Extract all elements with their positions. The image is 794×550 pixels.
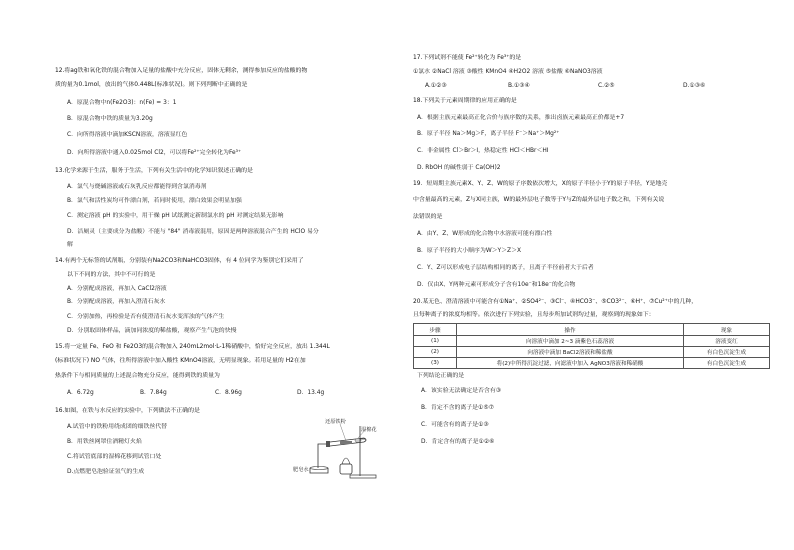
table-cell: (2) bbox=[414, 347, 457, 358]
q18-option-c: C．非金属性 Cl＞Br＞I，热稳定性 HCl＜HBr＜HI bbox=[417, 148, 549, 154]
q20-option-c: C．可能含有的离子是①③ bbox=[421, 422, 489, 428]
q19-option-c: C．Y、Z可以形成电子层结构相同的离子，且离子半径前者大于后者 bbox=[417, 265, 594, 271]
table-cell: 向溶液中滴加 2~3 滴紫色石蕊溶液 bbox=[457, 336, 684, 347]
q20-stem-line2: 且每种离子的浓度均相等。依次进行下列实验，且每步所加试剂均过量，观察到的现象如下： bbox=[413, 312, 655, 318]
q12-stem-line1: 12.将ag铁和氧化铁的混合物加入足量的盐酸中充分反应，固体无剩余，测得参加反应的盐酸的物 bbox=[55, 68, 308, 74]
q19-option-d: D．仅由X、Y两种元素可形成分子含有10e⁻和18e⁻的化合物 bbox=[417, 282, 576, 288]
table-cell: 有白色沉淀生成 bbox=[684, 347, 770, 358]
q13-stem: 13.化学来源于生活，服务于生活，下列有关生活中的化学知识叙述正确的是 bbox=[55, 168, 253, 174]
q12-option-d: D．向所得溶液中通入0.025mol Cl2，可以将Fe²⁺完全转化为Fe³⁺ bbox=[67, 150, 242, 156]
q13-option-d-line1: D．洁厕灵（主要成分为盐酸）不能与 "84" 消毒液混用，原因是两种溶液混合产生的 HClO 易分 bbox=[67, 229, 319, 235]
q12-option-b: B．原混合物中铁的质量为3.20g bbox=[67, 116, 153, 122]
table-cell: 有白色沉淀生成 bbox=[684, 358, 770, 369]
table-header-operation: 操作 bbox=[457, 324, 684, 336]
q16-stem: 16.如图，在铁与水反应的实验中，下列做法不正确的是 bbox=[55, 408, 200, 414]
q20-stem-line1: 20.某无色、澄清溶液中可能含有①Na⁺、②SO4²⁻、③Cl⁻、④HCO3⁻、⑤CO3²⁻、⑥H⁺、⑦Cu²⁺中的几种， bbox=[413, 299, 698, 305]
q15-option-d: D．13.4g bbox=[297, 390, 325, 396]
q20-experiment-table bbox=[413, 323, 770, 369]
q13-option-d-line2: 解 bbox=[67, 242, 73, 248]
q19-stem-line2: 中含量最高的元素，Z与X同主族，W的最外层电子数等于Y与Z的最外层电子数之和，下列有关说 bbox=[413, 197, 665, 203]
q16-option-c: C.将试管底部的湿棉花移到试管口处 bbox=[67, 454, 162, 460]
q17-reagent-list: ①氯水 ②NaCl 溶液 ③酸性 KMnO4 ④H2O2 溶液 ⑤盐酸 ⑥NaNO3溶液 bbox=[413, 69, 603, 75]
q14-option-b: B．分别配成溶液，再加入澄清石灰水 bbox=[67, 299, 166, 305]
q13-option-c: C．测定溶液 pH 的实验中，用干燥 pH 试纸测定新制氯水的 pH 对测定结果无影响 bbox=[67, 213, 284, 219]
q17-stem: 17.下列试剂不能使 Fe²⁺转化为 Fe³⁺的是 bbox=[413, 55, 522, 61]
q18-option-b: B．原子半径 Na＞Mg＞F，离子半径 F⁻＞Na⁺＞Mg²⁺ bbox=[417, 131, 560, 137]
table-cell: 溶液变红 bbox=[684, 336, 770, 347]
q19-stem-line3: 法错误的是 bbox=[413, 214, 443, 220]
table-cell: 向溶液中滴加 BaCl2溶液和稀盐酸 bbox=[457, 347, 684, 358]
q17-option-a: A.①②③ bbox=[425, 83, 447, 89]
q15-option-b: B．7.84g bbox=[140, 390, 167, 396]
q18-option-a: A．根据主族元素最高正化合价与族序数的关系，推出卤族元素最高正价都是+7 bbox=[417, 115, 625, 121]
q14-option-c: C．分别加热，再检验是否有使澄清石灰水变浑浊的气体产生 bbox=[67, 314, 225, 320]
q20-option-a: A．该实验无法确定是否含有③ bbox=[421, 388, 501, 394]
table-header-row bbox=[414, 324, 770, 336]
q19-option-b: B．原子半径的大小顺序为W＞Y＞Z＞X bbox=[417, 248, 522, 254]
q12-stem-line2: 质的量为0.1mol，放出的气体0.448L(标准状况)。则下列判断中正确的是 bbox=[55, 82, 248, 88]
q15-option-a: A．6.72g bbox=[67, 390, 94, 396]
q15-stem-line1: 15.将一定量 Fe、FeO 和 Fe2O3的混合物加入 240mL2mol·L-1稀硝酸中，恰好完全反应，放出 1.344L bbox=[55, 344, 330, 350]
alcohol-lamp bbox=[340, 464, 352, 474]
table-row bbox=[414, 347, 770, 358]
q12-option-c: C．向所得溶液中滴加KSCN溶液，溶液显红色 bbox=[67, 132, 188, 138]
q13-option-b: B．氯气和活性炭均可作漂白剂，若同时使用，漂白效果会明显加强 bbox=[67, 198, 242, 204]
table-cell: (3) bbox=[414, 358, 457, 369]
q14-option-d: D．分别取固体样品，滴加同浓度的稀盐酸，观察产生气泡的快慢 bbox=[67, 328, 237, 334]
q19-stem-line1: 19．短周期主族元素X、Y、Z、W的原子序数依次增大，X的原子半径小于Y的原子半径，Y是地壳 bbox=[413, 181, 668, 187]
q19-option-a: A．由Y、Z、W形成的化合物中水溶液可能有漂白性 bbox=[417, 231, 553, 237]
table-cell: (1) bbox=[414, 336, 457, 347]
label-reduced-iron-powder: 还原铁粉 bbox=[325, 419, 346, 425]
q17-option-d: D.①③⑥ bbox=[683, 83, 706, 89]
lamp-flame bbox=[342, 458, 350, 464]
q16-option-a: A.试管中的铁粉用绕成团的细铁丝代替 bbox=[67, 424, 168, 430]
table-row bbox=[414, 336, 770, 347]
q17-option-c: C.②⑤ bbox=[598, 83, 615, 89]
table-row bbox=[414, 358, 770, 369]
q12-option-a: A．原混合物中n(Fe2O3)：n(Fe) = 3：1 bbox=[67, 100, 177, 106]
table-header-step: 步骤 bbox=[414, 324, 457, 336]
q20-option-b: B．肯定不含的离子是①⑤⑦ bbox=[421, 405, 494, 411]
q18-option-d: D. RbOH 的碱性弱于 Ca(OH)2 bbox=[417, 165, 501, 171]
label-wet-cotton: 湿棉花 bbox=[361, 427, 377, 433]
q20-option-d: D．肯定含有的离子是①②⑥ bbox=[421, 439, 495, 445]
q16-option-b: B．用铁丝网罩住酒精灯火焰 bbox=[67, 439, 142, 445]
q16-option-d: D.点燃肥皂泡验证氢气的生成 bbox=[67, 469, 145, 475]
q15-stem-line3: 热条件下与相同质量的上述混合物充分反应，能得到铁的质量为 bbox=[55, 373, 220, 379]
q13-option-a: A．氯气与烧碱溶液或石灰乳反应都能得到含氯消毒剂 bbox=[67, 184, 207, 190]
table-header-phenomenon: 现象 bbox=[684, 324, 770, 336]
q14-stem-line1: 14.有两个无标签的试剂瓶，分别装有Na2CO3和NaHCO3固体，有 4 位同学为鉴别它们采用了 bbox=[55, 258, 304, 264]
q14-stem-line2: 以下不同的方法，其中不可行的是 bbox=[67, 272, 156, 278]
label-soap-water: 肥皂水 bbox=[293, 467, 309, 473]
iron-powder-fill bbox=[340, 441, 352, 444]
soap-dish bbox=[310, 468, 328, 473]
q20-sub-prompt: 下列结论正确的是 bbox=[417, 373, 465, 379]
table-cell: 将(2)中所得沉淀过滤，向滤液中加入 AgNO3溶液和稀硝酸 bbox=[457, 358, 684, 369]
q15-stem-line2: (标准状况下) NO 气体，往所得溶液中加入酸性 KMnO4溶液，无明显现象。若用足量的 H2在加 bbox=[55, 358, 306, 364]
q18-stem: 18.下列关于元素周期律的应用正确的是 bbox=[413, 98, 517, 104]
q17-option-b: B.①③④ bbox=[508, 83, 530, 89]
q15-option-c: C．8.96g bbox=[215, 390, 242, 396]
q14-option-a: A．分别配成溶液，再加入 CaCl2溶液 bbox=[67, 286, 167, 292]
